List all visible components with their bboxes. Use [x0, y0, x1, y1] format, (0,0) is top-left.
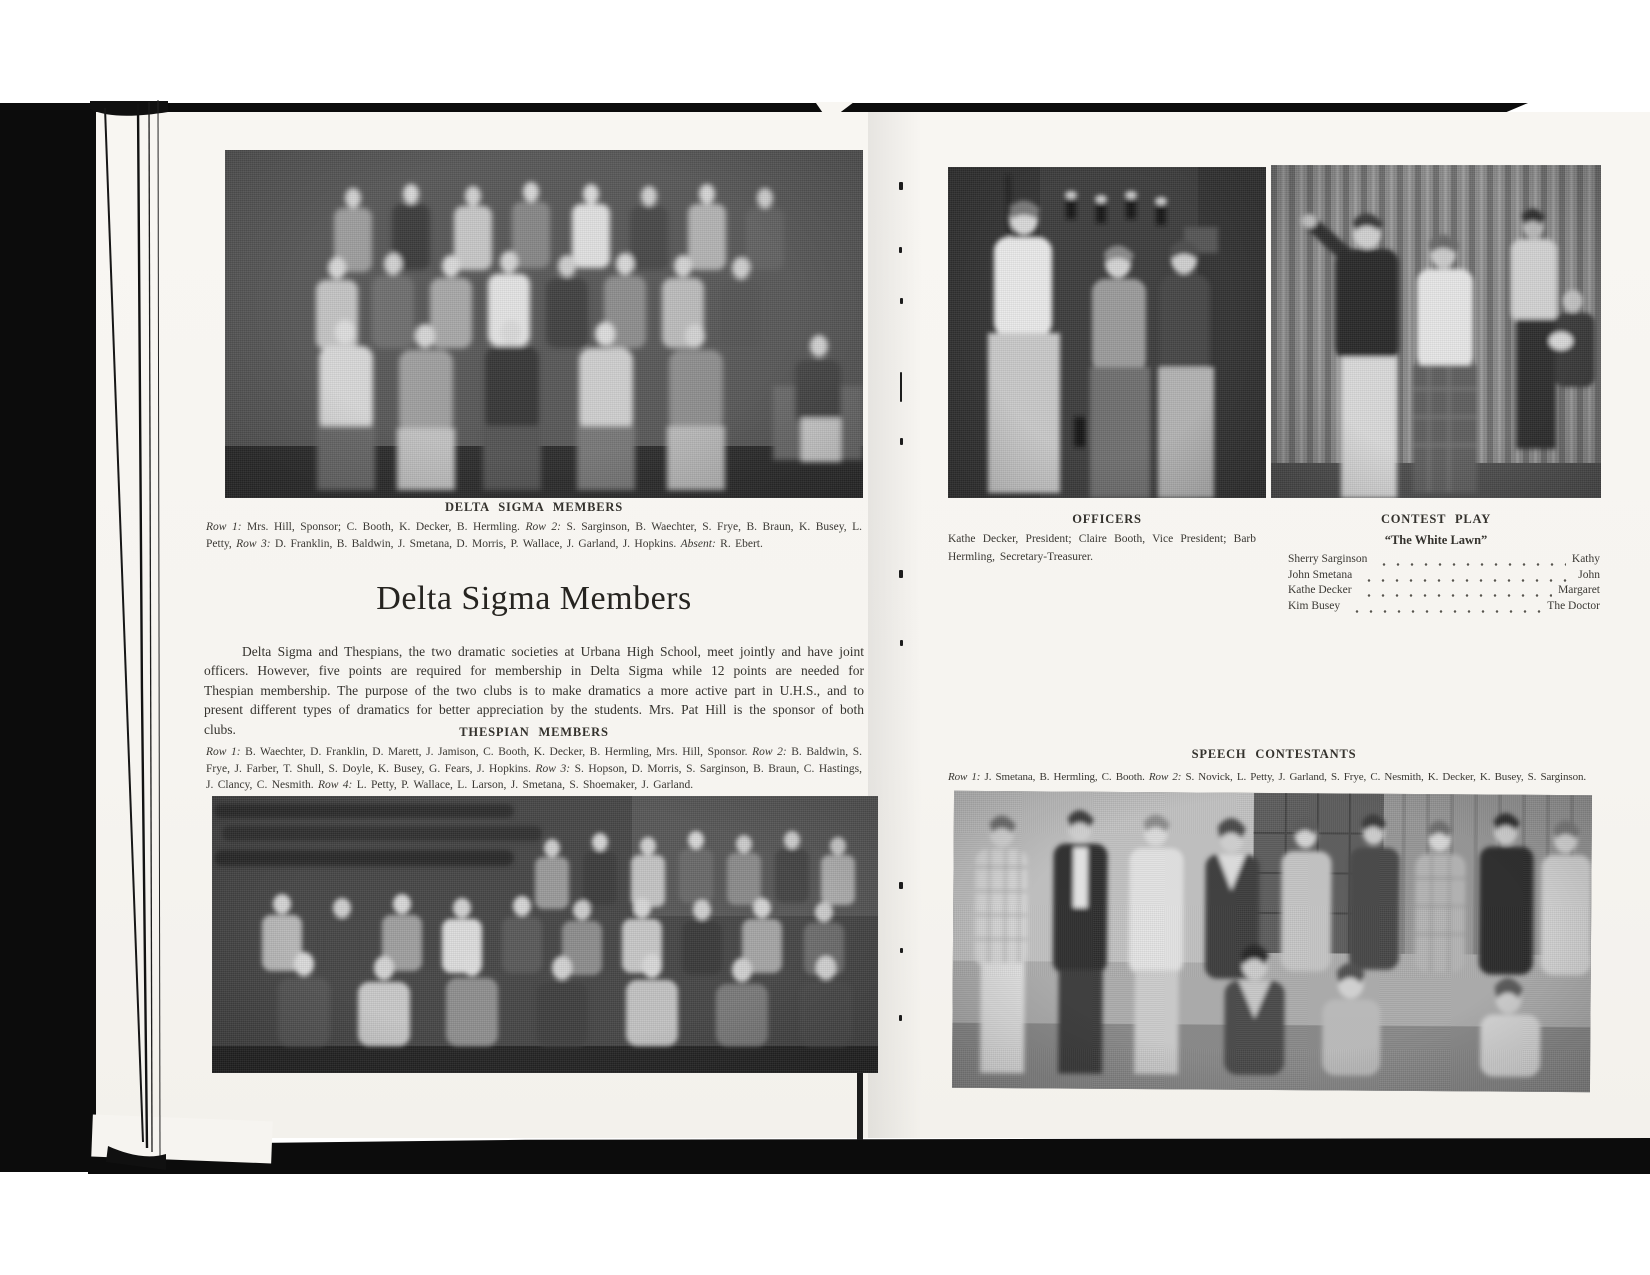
book-top-edge-shadow	[0, 103, 1528, 112]
book-bottom-edge-shadow	[88, 1138, 1650, 1174]
dot-leader	[1373, 553, 1566, 569]
dot-leader	[1358, 584, 1553, 600]
officers-caption-title: OFFICERS	[1072, 512, 1142, 526]
page-edges	[50, 96, 190, 1181]
row-label: Row 3:	[236, 537, 271, 550]
officers-photo-image	[948, 167, 1266, 498]
row-label: Row 2:	[525, 521, 561, 533]
speech-caption-title: SPEECH CONTESTANTS	[1191, 747, 1357, 761]
contest-play-caption-title: CONTEST PLAY	[1380, 512, 1492, 526]
row-names: S. Novick, L. Petty, J. Garland, S. Frye, C. Nesmith, K. Decker, K. Busey, S. Sarginson.	[1181, 771, 1587, 783]
delta-sigma-photo-image	[225, 150, 863, 498]
cast-row	[1288, 569, 1600, 585]
gutter-mark	[899, 570, 903, 578]
speech-contestants-photo	[952, 791, 1592, 1092]
cast-list	[1288, 553, 1600, 615]
row-label: Row 1:	[948, 771, 981, 783]
thespian-members-photo	[212, 796, 878, 1073]
delta-sigma-caption	[206, 519, 862, 552]
row-label: Row 1:	[206, 521, 242, 533]
cast-role: The Doctor	[1547, 599, 1600, 612]
gutter-mark	[900, 438, 903, 445]
row-label: Row 1:	[206, 746, 241, 758]
cast-member-name: Sherry Sarginson	[1288, 553, 1368, 565]
gutter-mark	[900, 640, 903, 646]
gutter-mark	[899, 247, 902, 253]
row-names: S. Sarginson, B. Waechter, S. Frye, B. Braun, K. Busey, L. Petty,	[206, 521, 862, 550]
cast-row	[1288, 553, 1600, 569]
cast-role: John	[1578, 568, 1600, 581]
thespian-photo-image	[212, 796, 878, 1073]
cast-member-name: John Smetana	[1288, 568, 1353, 581]
row-label: Row 3:	[535, 762, 571, 775]
dot-leader	[1346, 600, 1541, 616]
row-label: Row 4:	[317, 779, 353, 791]
cast-member-name: Kathe Decker	[1288, 584, 1352, 596]
gutter-mark	[899, 882, 903, 889]
row-names: Mrs. Hill, Sponsor; C. Booth, K. Decker, B. Hermling.	[241, 521, 526, 533]
row-names: D. Franklin, B. Baldwin, J. Smetana, D. Morris, P. Wallace, J. Garland, J. Hopkins.	[270, 537, 681, 550]
contest-play-photo-image	[1271, 165, 1601, 498]
cast-row	[1288, 584, 1600, 600]
contest-play-photo	[1271, 165, 1601, 498]
officers-photo	[948, 167, 1266, 498]
row-names: J. Smetana, B. Hermling, C. Booth.	[980, 771, 1149, 783]
officers-caption: Kathe Decker, President; Claire Booth, Vice President; Barb Hermling, Secretary-Treasurer.	[948, 533, 1256, 563]
thespian-caption-title: THESPIAN MEMBERS	[459, 725, 609, 739]
row-names: S. Hopson, D. Morris, S. Sarginson, B. Braun, C. Hastings, J. Clancy, C. Nesmith.	[206, 762, 863, 791]
row-label: Row 2:	[1148, 771, 1182, 783]
row-names: L. Petty, P. Wallace, L. Larson, J. Smetana, S. Shoemaker, J. Garland.	[352, 779, 694, 791]
contest-play-subtitle: “The White Lawn”	[1384, 533, 1488, 547]
speech-caption	[948, 769, 1600, 786]
delta-sigma-members-photo	[225, 150, 863, 498]
speech-photo-image	[952, 791, 1592, 1092]
row-names: B. Waechter, D. Franklin, D. Marett, J. Jamison, C. Booth, K. Decker, B. Hermling, Mrs. Hill, Sponsor.	[240, 746, 753, 758]
gutter-mark	[900, 372, 902, 402]
row-names: R. Ebert.	[715, 537, 763, 550]
gutter-mark	[899, 1015, 902, 1021]
page-title: Delta Sigma Members	[376, 580, 692, 617]
gutter-shadow	[868, 112, 940, 1138]
row-label: Row 2:	[752, 746, 787, 758]
cast-role: Margaret	[1558, 584, 1600, 596]
cast-role: Kathy	[1571, 553, 1600, 565]
club-description-paragraph: Delta Sigma and Thespians, the two dramatic societies at Urbana High School, meet jointly and have joint officers. However, five points are required for membership in Delta Sigma while 12 points are needed for Thespian membership. The purpose of the two clubs is to make dramatics a more active part in U.H.S., and to present different types of dramatics for better appreciation by the students. Mrs. Pat Hill is the sponsor of both clubs.	[204, 644, 864, 737]
thespian-caption	[206, 744, 862, 794]
gutter-mark	[900, 948, 903, 953]
cast-member-name: Kim Busey	[1288, 599, 1341, 612]
cast-row	[1288, 600, 1600, 616]
delta-sigma-caption-title: DELTA SIGMA MEMBERS	[444, 500, 623, 514]
row-names: B. Baldwin, S. Frye, J. Farber, T. Shull, S. Doyle, K. Busey, G. Fears, J. Hopkins.	[206, 746, 863, 775]
gutter-mark	[899, 182, 903, 190]
gutter-mark	[900, 298, 903, 304]
dot-leader	[1358, 569, 1572, 585]
row-label: Absent:	[680, 537, 716, 550]
